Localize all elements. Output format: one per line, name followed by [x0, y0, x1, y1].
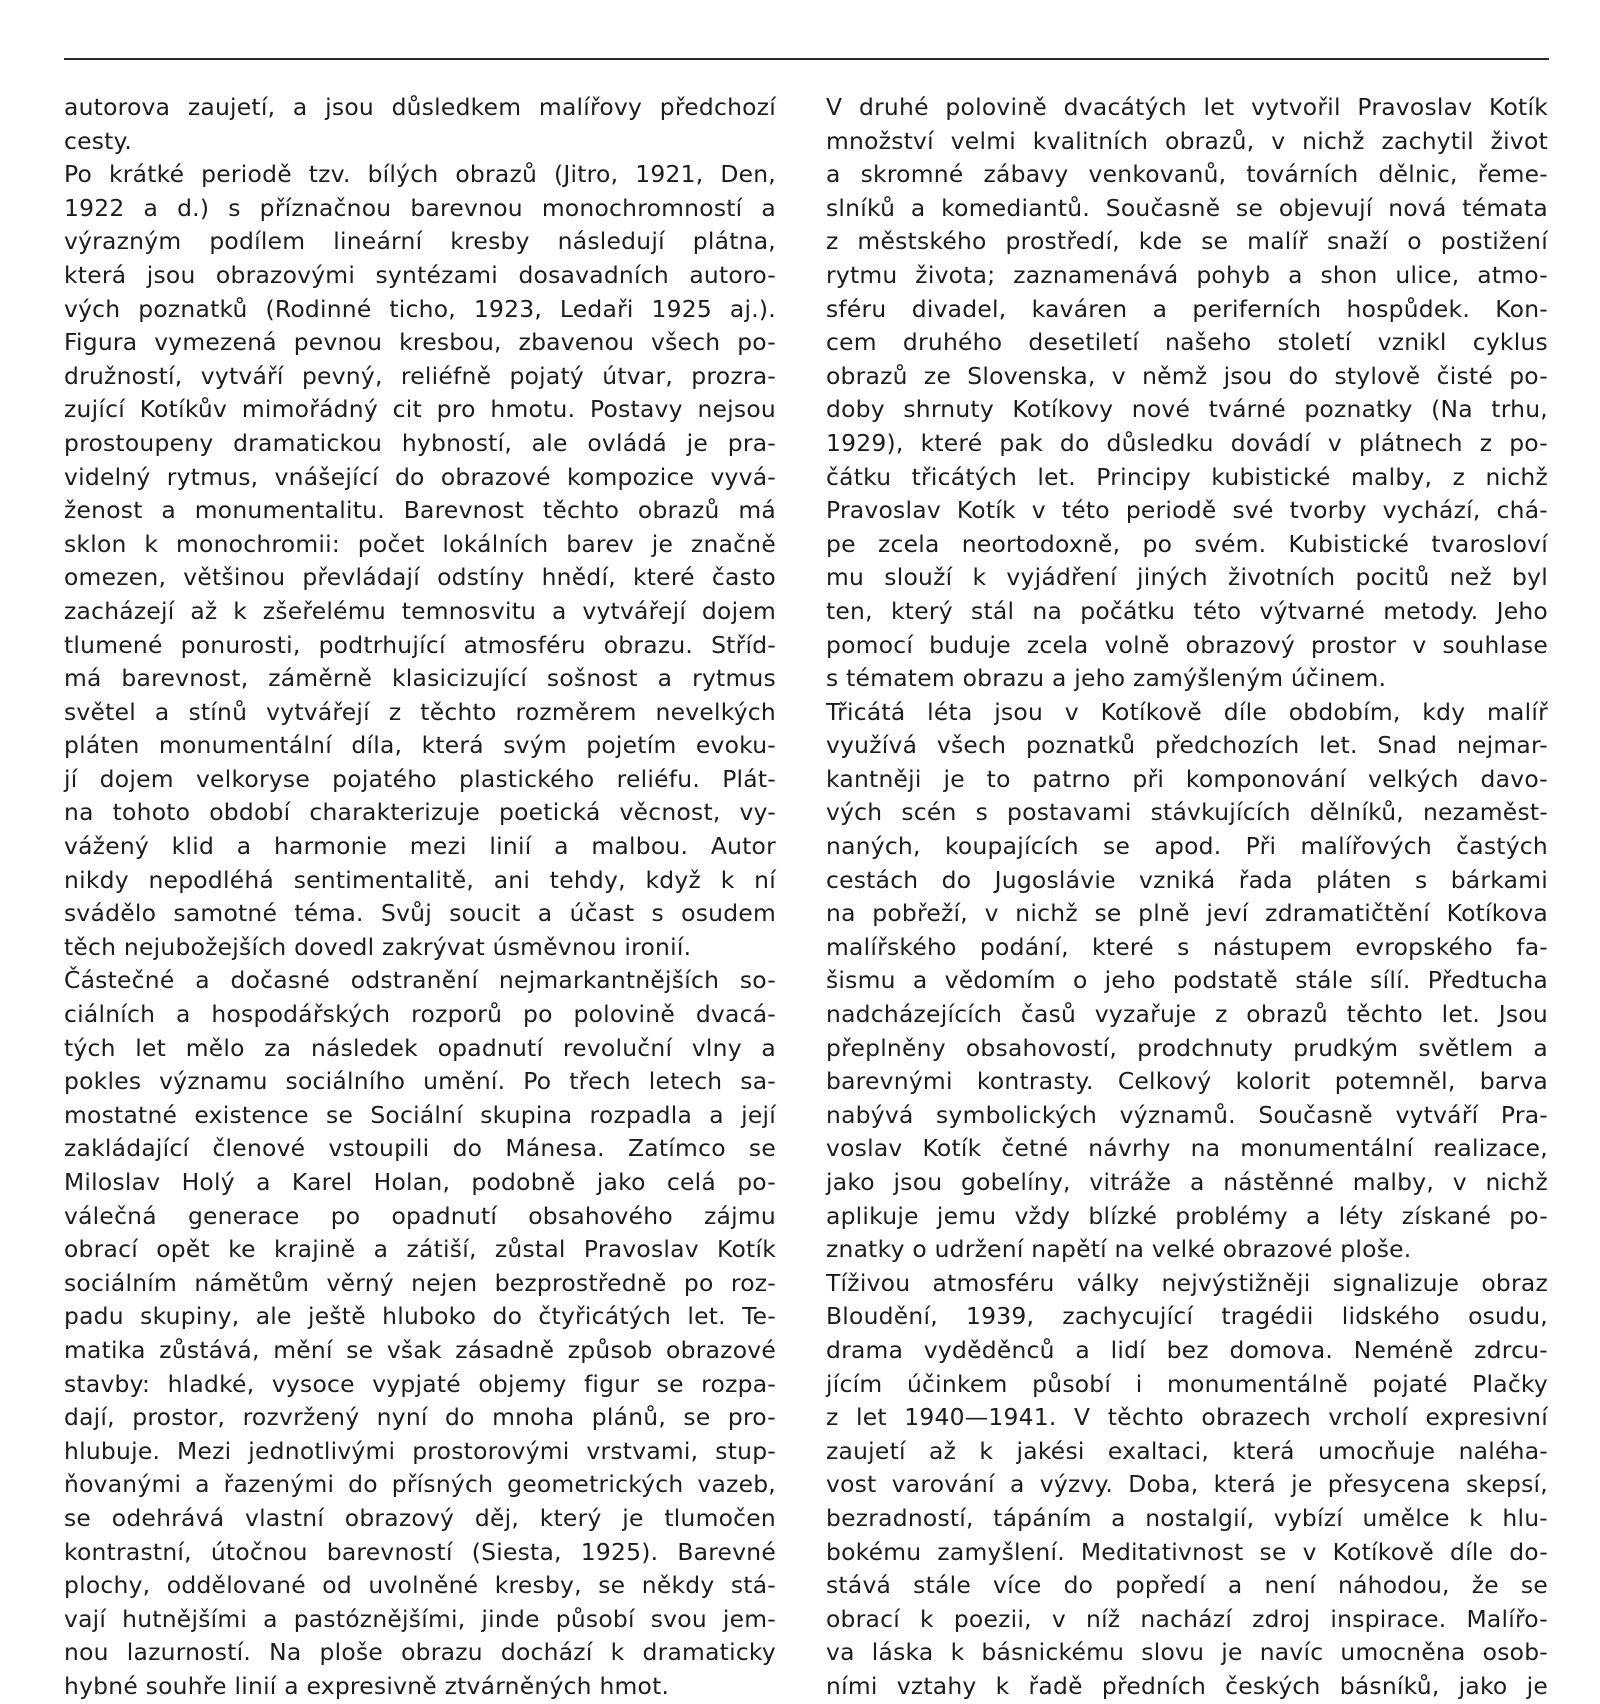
text-line: Po krátké periodě tzv. bílých obrazů (Jitro, 1921, Den, [64, 160, 776, 189]
text-line: ními vztahy k řadě předních českých básníků, jako je [826, 1671, 1548, 1700]
text-line: jícím účinkem působí i monumentálně pojaté Plačky [826, 1369, 1548, 1398]
text-line: cesty. [64, 126, 133, 155]
text-line: videlný rytmus, vnášející do obrazové kompozice vyvá- [64, 462, 776, 491]
text-line: čátku třicátých let. Principy kubistické malby, z nichž [826, 462, 1548, 491]
text-line: tlumené ponurosti, podtrhující atmosféru obrazu. Stříd- [64, 630, 776, 659]
text-line: Bloudění, 1939, zachycující tragédii lidského osudu, [826, 1302, 1548, 1331]
text-line: vost varování a výzvy. Doba, která je přesycena skepsí, [826, 1470, 1548, 1499]
text-line: Tíživou atmosféru války nejvýstižněji signalizuje obraz [826, 1268, 1548, 1297]
text-line: ten, který stál na počátku této výtvarné metody. Jeho [826, 596, 1548, 625]
text-line: prostoupeny dramatickou hybností, ale ovládá je pra- [64, 428, 776, 457]
text-line: nou lazurností. Na ploše obrazu dochází k dramaticky [64, 1638, 776, 1667]
text-line: se odehrává vlastní obrazový děj, který je tlumočen [64, 1503, 776, 1532]
text-line: pomocí buduje zcela volně obrazový prostor v souhlase [826, 630, 1548, 659]
text-line: sociálním námětům věrný nejen bezprostředně po roz- [64, 1268, 776, 1297]
text-line: kantněji je to patrno při komponování velkých davo- [826, 764, 1548, 793]
text-line: autorova zaujetí, a jsou důsledkem malířovy předchozí [64, 93, 776, 121]
text-line: na tohoto období charakterizuje poetická věcnost, vy- [64, 798, 776, 827]
text-line: vají hutnějšími a pastóznějšími, jinde působí svou jem- [64, 1604, 776, 1633]
text-line: vých scén s postavami stávkujících dělníků, nezaměst- [826, 798, 1548, 827]
text-line: V druhé polovině dvacátých let vytvořil Pravoslav Kotík [826, 93, 1548, 121]
right-text-column [826, 91, 1548, 1704]
text-line: ženost a monumentalitu. Barevnost těchto obrazů má [64, 496, 776, 525]
text-line: pokles významu sociálního umění. Po třech letech sa- [64, 1067, 776, 1096]
text-line: obrací opět ke krajině a zátiší, zůstal Pravoslav Kotík [64, 1235, 776, 1264]
text-line: z městského prostředí, kde se malíř snaží o postižení [826, 227, 1548, 256]
text-line: kontrastní, útočnou barevností (Siesta, 1925). Barevné [64, 1537, 776, 1566]
text-line: pe zcela neortodoxně, po svém. Kubistické tvarosloví [826, 529, 1548, 558]
text-line: využívá všech poznatků předchozích let. Snad nejmar- [826, 731, 1548, 760]
text-line: a skromné zábavy venkovanů, továrních dělnic, řeme- [826, 160, 1548, 189]
text-line: ciálních a hospodářských rozporů po polovině dvacá- [64, 1000, 776, 1029]
text-line: šismu a vědomím o jeho podstatě stále sílí. Předtucha [826, 966, 1548, 995]
text-line: stává stále více do popředí a není náhodou, že se [826, 1571, 1548, 1600]
text-line: s tématem obrazu a jeho zamýšleným účinem. [826, 664, 1387, 693]
text-line: Miloslav Holý a Karel Holan, podobně jako celá po- [64, 1168, 776, 1196]
text-line: hlubuje. Mezi jednotlivými prostorovými vrstvami, stup- [64, 1436, 776, 1465]
text-line: těch nejubožejších dovedl zakrývat úsměvnou ironií. [64, 932, 692, 961]
text-line: přeplněny obsahovostí, prodchnuty prudkým světlem a [826, 1033, 1548, 1062]
text-line: matika zůstává, mění se však zásadně způsob obrazové [64, 1335, 776, 1364]
text-line: padu skupiny, ale ještě hluboko do čtyřicátých let. Te- [64, 1302, 776, 1331]
text-line: 1922 a d.) s příznačnou barevnou monochromností a [64, 193, 776, 222]
text-line: nadcházejících časů vyzařuje z obrazů těchto let. Jsou [826, 1000, 1548, 1029]
text-line: slníků a komediantů. Současně se objevují nová témata [826, 193, 1548, 222]
text-line: hybné souhře linií a expresivně ztvárněných hmot. [64, 1671, 670, 1700]
text-line: plochy, oddělované od uvolněné kresby, se někdy stá- [64, 1571, 776, 1600]
text-line: Třicátá léta jsou v Kotíkově díle obdobím, kdy malíř [826, 697, 1548, 726]
text-line: nabývá symbolických významů. Současně vytváří Pra- [826, 1100, 1548, 1129]
text-line: barevnými kontrasty. Celkový kolorit potemněl, barva [826, 1067, 1548, 1096]
text-line: mostatné existence se Sociální skupina rozpadla a její [64, 1100, 776, 1129]
text-line: bokému zamyšlení. Meditativnost se v Kotíkově díle do- [826, 1537, 1548, 1566]
text-line: z let 1940—1941. V těchto obrazech vrcholí expresivní [826, 1403, 1548, 1432]
text-line: nikdy nepodléhá sentimentalitě, ani tehdy, když k ní [64, 865, 776, 894]
text-line: Figura vymezená pevnou kresbou, zbavenou všech po- [64, 328, 776, 357]
text-line: zující Kotíkův mimořádný cit pro hmotu. Postavy nejsou [64, 395, 776, 424]
text-line: pláten monumentální díla, která svým pojetím evoku- [64, 731, 776, 760]
text-line: svádělo samotné téma. Svůj soucit a účast s osudem [64, 899, 776, 928]
text-line: která jsou obrazovými syntézami dosavadních autoro- [64, 260, 776, 289]
text-line: sféru divadel, kaváren a periferních hospůdek. Kon- [826, 294, 1548, 323]
text-line: aplikuje jemu vždy blízké problémy a léty získané po- [826, 1201, 1548, 1230]
text-line: světel a stínů vytvářejí z těchto rozměrem nevelkých [64, 697, 776, 726]
text-line: má barevnost, záměrně klasicizující sošnost a rytmus [64, 664, 776, 693]
header-rule-right [969, 58, 1549, 60]
text-line: voslav Kotík četné návrhy na monumentální realizace, [826, 1134, 1548, 1163]
text-line: obrací k poezii, v níž nachází zdroj inspirace. Malířo- [826, 1604, 1548, 1633]
text-line: 1929), které pak do důsledku dovádí v plátnech z po- [826, 428, 1548, 457]
text-line: drama vyděděnců a lidí bez domova. Neméně zdrcu- [826, 1335, 1548, 1364]
text-line: malířského podání, které s nástupem evropského fa- [826, 932, 1548, 961]
text-line: Pravoslav Kotík v této periodě své tvorby vychází, chá- [826, 496, 1548, 525]
text-line: va láska k básnickému slovu je navíc umocněna osob- [826, 1638, 1548, 1667]
text-line: jí dojem velkoryse pojatého plastického reliéfu. Plát- [64, 764, 776, 793]
text-line: vážený klid a harmonie mezi linií a malbou. Autor [64, 832, 776, 861]
text-line: omezen, většinou převládají odstíny hnědí, které často [64, 563, 776, 592]
text-line: naných, koupajících se apod. Při malířových častých [826, 832, 1548, 861]
text-line: výrazným podílem lineární kresby následují plátna, [64, 227, 776, 256]
text-line: na pobřeží, v nichž se plně jeví zdramatičtění Kotíkova [826, 899, 1548, 928]
text-line: stavby: hladké, vysoce vypjaté objemy figur se rozpa- [64, 1369, 776, 1398]
text-line: bezradností, tápáním a nostalgií, vybízí umělce k hlu- [826, 1503, 1548, 1532]
text-line: množství velmi kvalitních obrazů, v nichž zachytil život [826, 126, 1548, 155]
text-line: cestách do Jugoslávie vzniká řada pláten s bárkami [826, 865, 1548, 894]
header-rule-left [64, 58, 969, 60]
text-line: zaujetí až k jakési exaltaci, která umocňuje naléha- [826, 1436, 1548, 1465]
text-line: zakládající členové vstoupili do Mánesa. Zatímco se [64, 1134, 776, 1163]
text-line: jako jsou gobelíny, vitráže a nástěnné malby, v nichž [826, 1168, 1548, 1196]
text-line: sklon k monochromii: počet lokálních barev je značně [64, 529, 776, 558]
text-line: družností, vytváří pevný, reliéfně pojatý útvar, prozra- [64, 361, 776, 390]
text-line: doby shrnuty Kotíkovy nové tvárné poznatky (Na trhu, [826, 395, 1548, 424]
text-line: vých poznatků (Rodinné ticho, 1923, Ledaři 1925 aj.). [64, 294, 776, 323]
text-line: mu slouží k vyjádření jiných životních pocitů než byl [826, 563, 1548, 592]
text-line: cem druhého desetiletí našeho století vznikl cyklus [826, 328, 1548, 357]
text-line: rytmu života; zaznamenává pohyb a shon ulice, atmo- [826, 260, 1548, 289]
text-line: dají, prostor, rozvržený nyní do mnoha plánů, se pro- [64, 1403, 776, 1432]
text-line: válečná generace po opadnutí obsahového zájmu [64, 1201, 776, 1230]
text-line: obrazů ze Slovenska, v němž jsou do stylově čisté po- [826, 361, 1548, 390]
text-line: Částečné a dočasné odstranění nejmarkantnějších so- [64, 966, 776, 995]
text-line: tých let mělo za následek opadnutí revoluční vlny a [64, 1033, 776, 1062]
text-line: zacházejí až k zšeřelému temnosvitu a vytvářejí dojem [64, 596, 776, 625]
text-line: znatky o udržení napětí na velké obrazové ploše. [826, 1235, 1412, 1264]
text-line: ňovanými a řazenými do přísných geometrických vazeb, [64, 1470, 776, 1499]
left-text-column [64, 91, 776, 1704]
